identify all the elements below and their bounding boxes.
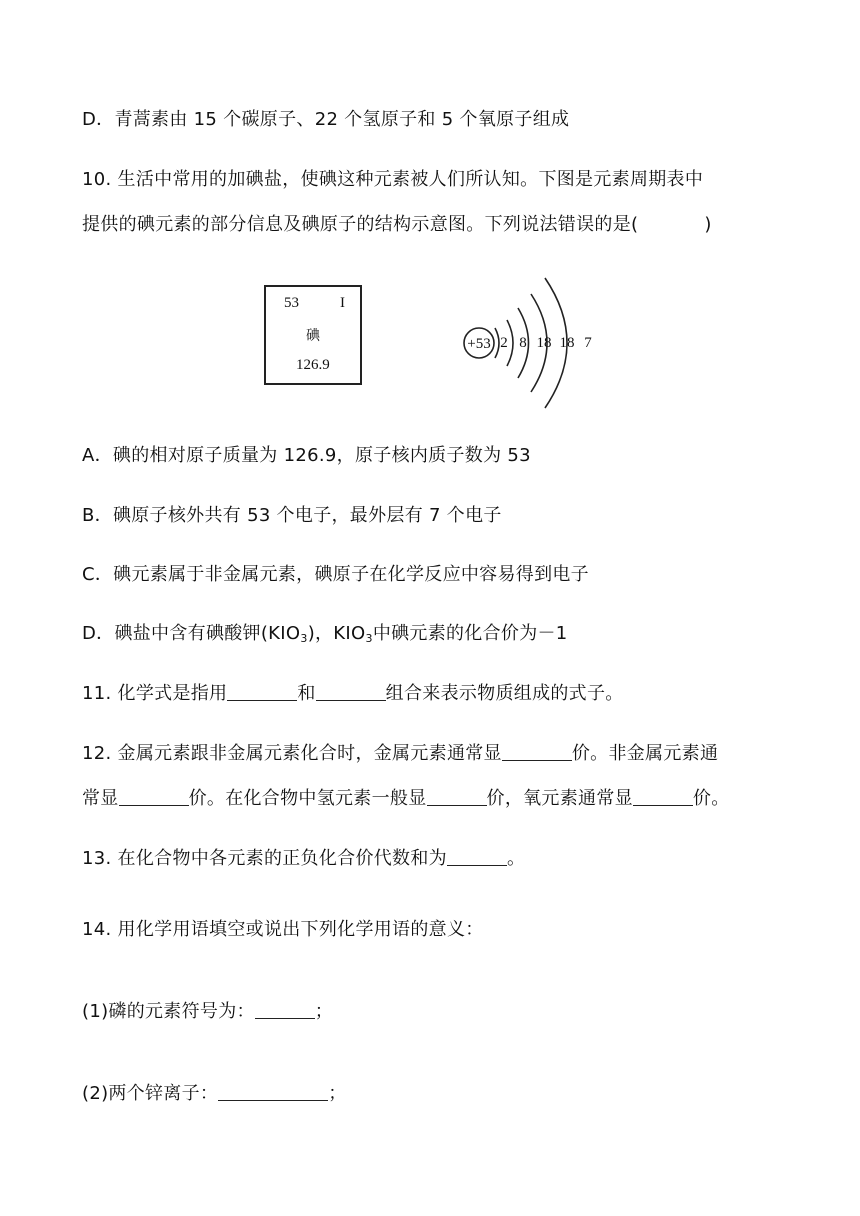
- q10-option-d-text: 中碘元素的化合价为－1: [372, 623, 568, 644]
- q13-text-part: 13. 在化合物中各元素的正负化合价代数和为: [82, 848, 447, 869]
- q12-text-part: 价，氧元素通常显: [486, 788, 633, 809]
- periodic-table-cell: [264, 285, 362, 385]
- iodine-atom-structure-diagram: [455, 272, 605, 412]
- q11-text: [82, 680, 624, 708]
- q12-text-part: 价。: [692, 788, 730, 809]
- q10-option-c: C．碘元素属于非金属元素，碘原子在化学反应中容易得到电子: [82, 564, 589, 585]
- q13-text-part: 。: [506, 848, 526, 869]
- q10-option-a: A．碘的相对原子质量为 126.9，原子核内质子数为 53: [82, 445, 531, 466]
- q10-option-d-text: D．碘盐中含有碘酸钾(KIO: [82, 623, 301, 644]
- q12-line2: [82, 785, 730, 813]
- answer-blank[interactable]: [227, 682, 297, 701]
- q12-text-part: 价。在化合物中氢元素一般显: [188, 788, 427, 809]
- atomic-mass: 126.9: [296, 357, 330, 373]
- answer-blank[interactable]: [427, 787, 487, 806]
- q9-option-d: D．青蒿素由 15 个碳原子、22 个氢原子和 5 个氧原子组成: [82, 109, 570, 130]
- element-symbol: I: [340, 295, 345, 311]
- shell-electron-count: 8: [519, 335, 527, 351]
- q13-text: [82, 845, 525, 873]
- q12-text-part: 12. 金属元素跟非金属元素化合时，金属元素通常显: [82, 743, 502, 764]
- q12-text-part: 常显: [82, 788, 119, 809]
- shell-electron-count: 18: [559, 335, 575, 351]
- answer-blank[interactable]: [218, 1082, 328, 1101]
- q10-stem-line2-text: 提供的碘元素的部分信息及碘原子的结构示意图。下列说法错误的是(: [82, 214, 639, 235]
- q11-text-part: 11. 化学式是指用: [82, 683, 228, 704]
- answer-blank[interactable]: [502, 742, 572, 761]
- q14-item1-text: (1)磷的元素符号为：: [82, 1001, 255, 1022]
- answer-blank[interactable]: [316, 682, 386, 701]
- q14-item1: [82, 998, 333, 1026]
- q12-line1: [82, 740, 718, 768]
- element-name: 碘: [306, 328, 320, 344]
- q14-item2: [82, 1080, 347, 1108]
- q10-stem-line1: 10. 生活中常用的加碘盐，使碘这种元素被人们所认知。下图是元素周期表中: [82, 169, 704, 190]
- shell-electron-count: 2: [500, 335, 508, 351]
- subscript: 3: [300, 632, 308, 645]
- q12-text-part: 价。非金属元素通: [571, 743, 719, 764]
- q10-option-d: [82, 620, 568, 648]
- answer-blank[interactable]: [633, 787, 693, 806]
- q10-answer-paren: ): [704, 214, 712, 235]
- answer-blank[interactable]: [447, 847, 507, 866]
- q10-option-b: B．碘原子核外共有 53 个电子，最外层有 7 个电子: [82, 505, 502, 526]
- answer-blank[interactable]: [255, 1000, 315, 1019]
- answer-blank[interactable]: [119, 787, 189, 806]
- atomic-number: 53: [284, 295, 299, 311]
- q10-stem-line2: [82, 211, 712, 239]
- electron-shell-arc: [507, 320, 513, 366]
- q11-text-part: 组合来表示物质组成的式子。: [385, 683, 624, 704]
- q14-item2-text: (2)两个锌离子：: [82, 1083, 219, 1104]
- q10-option-d-text: )，KIO: [307, 623, 366, 644]
- q11-text-part: 和: [297, 683, 316, 704]
- shell-electron-count: 7: [584, 335, 592, 351]
- nucleus-charge: +53: [467, 336, 491, 352]
- q14-stem: 14. 用化学用语填空或说出下列化学用语的意义：: [82, 919, 484, 940]
- subscript: 3: [365, 632, 373, 645]
- q14-item1-text: ；: [314, 1001, 334, 1022]
- shell-electron-count: 18: [536, 335, 552, 351]
- q14-item2-text: ；: [328, 1083, 347, 1104]
- electron-shell-arc: [495, 328, 499, 358]
